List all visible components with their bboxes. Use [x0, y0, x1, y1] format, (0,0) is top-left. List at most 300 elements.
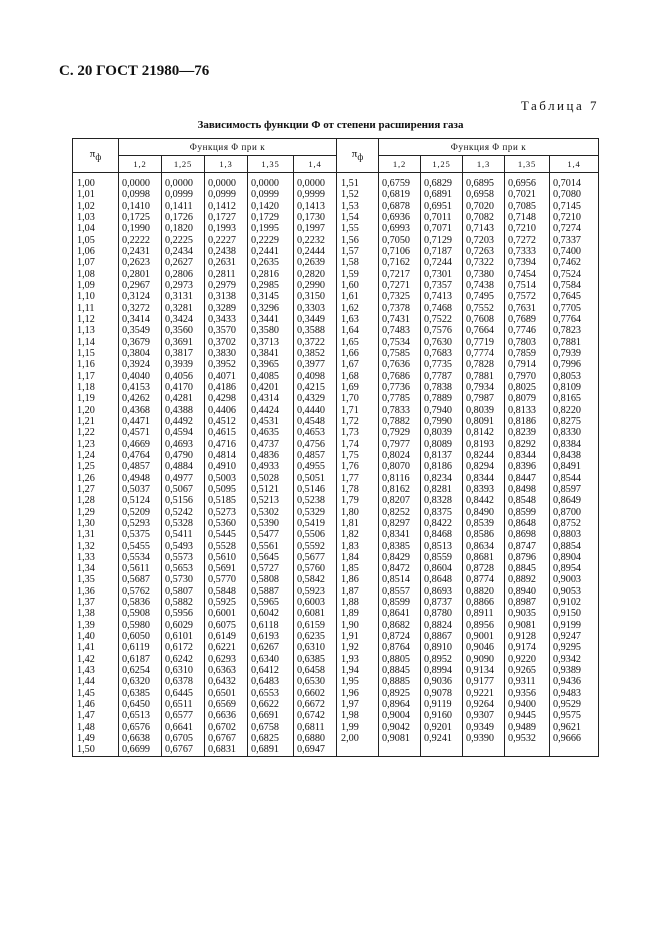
- phi-value-cell: 0,8910: [421, 642, 463, 653]
- phi-value-cell: 0,9265: [505, 665, 550, 676]
- page-header: С. 20 ГОСТ 21980—76: [59, 63, 210, 79]
- phi-value-cell: 0,9102: [550, 597, 599, 608]
- table-row: [73, 235, 599, 246]
- table-row: [73, 631, 599, 642]
- phi-value-cell: 0,6221: [205, 642, 248, 653]
- phi-value-cell: 0,8207: [379, 495, 421, 506]
- phi-value-cell: 0,6293: [205, 654, 248, 665]
- phi-value-cell: 0,6242: [162, 654, 205, 665]
- phi-value-cell: 0,6947: [294, 744, 337, 756]
- pi-value-cell: 1,77: [337, 473, 379, 484]
- phi-value-cell: 0,8854: [550, 541, 599, 552]
- pi-value-cell: 1,32: [73, 541, 119, 552]
- table-row: [73, 654, 599, 665]
- table-row: [73, 529, 599, 540]
- phi-value-cell: 0,5842: [294, 574, 337, 585]
- phi-value-cell: 0,8885: [379, 676, 421, 687]
- phi-value-cell: 0,5762: [119, 586, 162, 597]
- phi-value-cell: 0,5329: [294, 507, 337, 518]
- phi-value-cell: 0,4884: [162, 461, 205, 472]
- pi-value-cell: 1,73: [337, 427, 379, 438]
- pi-value-cell: 1,14: [73, 337, 119, 348]
- function-span-header-left: Функция Φ при к: [119, 139, 337, 156]
- phi-value-cell: 0,7719: [463, 337, 505, 348]
- phi-value-cell: 0,7085: [505, 201, 550, 212]
- phi-value-cell: 0,9174: [505, 642, 550, 653]
- phi-value-cell: 0,5375: [119, 529, 162, 540]
- phi-value-cell: 0,8752: [550, 518, 599, 529]
- phi-value-cell: 0,7838: [421, 382, 463, 393]
- phi-value-cell: 0,2806: [162, 269, 205, 280]
- phi-value-cell: 0,2222: [119, 235, 162, 246]
- phi-value-cell: 0,7987: [463, 393, 505, 404]
- phi-value-cell: 0,9389: [550, 665, 599, 676]
- table-row: [73, 280, 599, 291]
- k-header: 1,3: [205, 156, 248, 173]
- phi-value-cell: 0,3131: [162, 291, 205, 302]
- phi-value-cell: 0,4836: [248, 450, 294, 461]
- phi-value-cell: 0,3272: [119, 303, 162, 314]
- phi-value-cell: 0,5242: [162, 507, 205, 518]
- phi-value-cell: 0,5645: [248, 552, 294, 563]
- phi-value-cell: 0,2639: [294, 257, 337, 268]
- phi-value-cell: 0,9003: [550, 574, 599, 585]
- phi-value-cell: [379, 744, 421, 756]
- phi-value-cell: 0,7996: [550, 359, 599, 370]
- phi-value-cell: 0,3424: [162, 314, 205, 325]
- phi-value-cell: 0,8845: [379, 665, 421, 676]
- phi-value-cell: 0,8091: [463, 416, 505, 427]
- pi-value-cell: 1,87: [337, 586, 379, 597]
- pi-value-cell: 1,28: [73, 495, 119, 506]
- phi-value-cell: 0,9489: [505, 722, 550, 733]
- table-row: [73, 552, 599, 563]
- phi-value-cell: 0,5209: [119, 507, 162, 518]
- phi-value-cell: 0,8442: [463, 495, 505, 506]
- table-row: [73, 710, 599, 721]
- phi-value-cell: 0,7071: [421, 223, 463, 234]
- pi-subscript: ф: [95, 152, 102, 163]
- phi-value-cell: 0,0998: [119, 189, 162, 200]
- pi-value-cell: 1,10: [73, 291, 119, 302]
- phi-value-cell: 0,6958: [463, 189, 505, 200]
- phi-value-cell: 0,6622: [248, 699, 294, 710]
- phi-value-cell: 0,7272: [505, 235, 550, 246]
- phi-value-cell: 0,5411: [162, 529, 205, 540]
- phi-value-cell: 0,7325: [379, 291, 421, 302]
- phi-value-cell: 0,7143: [463, 223, 505, 234]
- phi-value-cell: 0,7524: [550, 269, 599, 280]
- k-header: 1,25: [162, 156, 205, 173]
- phi-value-cell: 0,8447: [505, 473, 550, 484]
- phi-value-cell: 0,2973: [162, 280, 205, 291]
- phi-value-cell: 0,3852: [294, 348, 337, 359]
- phi-value-cell: 0,4492: [162, 416, 205, 427]
- phi-value-cell: 0,6445: [162, 688, 205, 699]
- phi-value-cell: 0,6577: [162, 710, 205, 721]
- table-row: [73, 665, 599, 676]
- phi-value-cell: 0,3830: [205, 348, 248, 359]
- phi-value-cell: 0,4594: [162, 427, 205, 438]
- phi-value-cell: 0,7380: [463, 269, 505, 280]
- phi-value-cell: 0,7664: [463, 325, 505, 336]
- phi-value-cell: 0,6101: [162, 631, 205, 642]
- phi-value-cell: 0,5727: [248, 563, 294, 574]
- table-body: [73, 173, 599, 757]
- phi-value-cell: 0,7833: [379, 405, 421, 416]
- phi-value-cell: 0,8586: [463, 529, 505, 540]
- pi-value-cell: 1,61: [337, 291, 379, 302]
- pi-value-cell: 1,62: [337, 303, 379, 314]
- phi-value-cell: 0,6699: [119, 744, 162, 756]
- pi-value-cell: 1,18: [73, 382, 119, 393]
- phi-value-cell: 0,3549: [119, 325, 162, 336]
- phi-value-cell: 0,8904: [550, 552, 599, 563]
- phi-value-cell: 0,8162: [379, 484, 421, 495]
- pi-value-cell: 1,08: [73, 269, 119, 280]
- pi-value-cell: 1,09: [73, 280, 119, 291]
- phi-value-cell: 0,5770: [205, 574, 248, 585]
- phi-value-cell: 0,3303: [294, 303, 337, 314]
- phi-value-cell: 0,8472: [379, 563, 421, 574]
- phi-value-cell: 0,7803: [505, 337, 550, 348]
- phi-value-cell: 0,7263: [463, 246, 505, 257]
- phi-value-cell: 0,9128: [505, 631, 550, 642]
- pi-value-cell: 1,37: [73, 597, 119, 608]
- phi-value-cell: 0,6511: [162, 699, 205, 710]
- pi-value-cell: 1,56: [337, 235, 379, 246]
- pi-symbol: π: [351, 148, 358, 161]
- table-row: [73, 427, 599, 438]
- phi-value-cell: 0,5067: [162, 484, 205, 495]
- phi-value-cell: 0,7977: [379, 439, 421, 450]
- phi-value-cell: 0,8396: [505, 461, 550, 472]
- phi-value-cell: 0,5908: [119, 608, 162, 619]
- phi-value-cell: 0,1412: [205, 201, 248, 212]
- pi-value-cell: 1,36: [73, 586, 119, 597]
- phi-value-cell: 0,8341: [379, 529, 421, 540]
- phi-value-cell: 0,6310: [294, 642, 337, 653]
- k-header: 1,2: [119, 156, 162, 173]
- phi-value-cell: 0,4071: [205, 371, 248, 382]
- table-row: [73, 676, 599, 687]
- phi-value-cell: 0,5573: [162, 552, 205, 563]
- phi-value-cell: 0,8109: [550, 382, 599, 393]
- pi-value-cell: 1,12: [73, 314, 119, 325]
- phi-value-cell: 0,7514: [505, 280, 550, 291]
- phi-value-cell: 0,6819: [379, 189, 421, 200]
- phi-value-cell: 0,4764: [119, 450, 162, 461]
- phi-value-cell: 0,8803: [550, 529, 599, 540]
- table-row: [73, 586, 599, 597]
- pi-value-cell: 1,01: [73, 189, 119, 200]
- phi-value-cell: 0,5653: [162, 563, 205, 574]
- pi-value-cell: 1,51: [337, 173, 379, 190]
- pi-value-cell: 1,86: [337, 574, 379, 585]
- phi-value-cell: 0,3138: [205, 291, 248, 302]
- table-row: [73, 173, 599, 190]
- table-row: [73, 212, 599, 223]
- pi-value-cell: 1,81: [337, 518, 379, 529]
- phi-value-cell: 0,8987: [505, 597, 550, 608]
- phi-value-cell: 0,4756: [294, 439, 337, 450]
- pi-value-cell: 1,88: [337, 597, 379, 608]
- phi-value-cell: 0,6385: [294, 654, 337, 665]
- pi-value-cell: 1,00: [73, 173, 119, 190]
- phi-value-cell: 0,8053: [550, 371, 599, 382]
- phi-value-cell: 0,4186: [205, 382, 248, 393]
- phi-value-cell: 0,2232: [294, 235, 337, 246]
- phi-value-cell: 0,9621: [550, 722, 599, 733]
- phi-value-cell: 0,7683: [421, 348, 463, 359]
- pi-value-cell: 1,06: [73, 246, 119, 257]
- phi-value-cell: 0,8698: [505, 529, 550, 540]
- phi-value-cell: 0,5213: [248, 495, 294, 506]
- phi-value-cell: 0,4653: [294, 427, 337, 438]
- phi-value-cell: 0,9349: [463, 722, 505, 733]
- phi-value-cell: 0,9035: [505, 608, 550, 619]
- phi-value-cell: 0,3952: [205, 359, 248, 370]
- phi-value-cell: 0,1993: [205, 223, 248, 234]
- pi-value-cell: 1,60: [337, 280, 379, 291]
- phi-value-cell: 0,7764: [550, 314, 599, 325]
- phi-value-cell: 0,6878: [379, 201, 421, 212]
- phi-value-cell: 0,9160: [421, 710, 463, 721]
- phi-value-cell: 0,9307: [463, 710, 505, 721]
- phi-value-cell: [505, 744, 550, 756]
- pi-value-cell: 1,30: [73, 518, 119, 529]
- phi-value-cell: 0,7881: [550, 337, 599, 348]
- phi-value-cell: 0,6672: [294, 699, 337, 710]
- table-row: [73, 325, 599, 336]
- phi-value-cell: 0,5836: [119, 597, 162, 608]
- table-row: [73, 337, 599, 348]
- phi-value-cell: 0,6702: [205, 722, 248, 733]
- phi-value-cell: 0,5956: [162, 608, 205, 619]
- phi-value-cell: 0,8375: [421, 507, 463, 518]
- phi-value-cell: 0,5677: [294, 552, 337, 563]
- phi-value-cell: 0,6758: [248, 722, 294, 733]
- pi-value-cell: 1,76: [337, 461, 379, 472]
- phi-value-cell: 0,4693: [162, 439, 205, 450]
- phi-value-cell: 0,5360: [205, 518, 248, 529]
- phi-value-cell: 0,5390: [248, 518, 294, 529]
- phi-value-cell: 0,9090: [463, 654, 505, 665]
- pi-value-cell: 1,58: [337, 257, 379, 268]
- phi-value-cell: 0,7746: [505, 325, 550, 336]
- pi-value-cell: 1,82: [337, 529, 379, 540]
- phi-value-cell: 0,2444: [294, 246, 337, 257]
- phi-value-cell: 0,8422: [421, 518, 463, 529]
- phi-value-cell: 0,6638: [119, 733, 162, 744]
- phi-value-cell: 0,8438: [550, 450, 599, 461]
- pi-value-cell: 1,35: [73, 574, 119, 585]
- phi-value-cell: 0,6501: [205, 688, 248, 699]
- phi-value-cell: 0,7210: [550, 212, 599, 223]
- pi-value-cell: 1,38: [73, 608, 119, 619]
- phi-value-cell: 0,3281: [162, 303, 205, 314]
- phi-value-cell: 0,5760: [294, 563, 337, 574]
- k-header: 1,4: [550, 156, 599, 173]
- phi-value-cell: 0,3939: [162, 359, 205, 370]
- table-row: [73, 620, 599, 631]
- phi-value-cell: 0,7203: [463, 235, 505, 246]
- phi-value-cell: 0,7970: [505, 371, 550, 382]
- pi-value-cell: 1,70: [337, 393, 379, 404]
- table-row: [73, 223, 599, 234]
- phi-value-cell: 0,9445: [505, 710, 550, 721]
- table-row: [73, 541, 599, 552]
- pi-value-cell: 1,47: [73, 710, 119, 721]
- phi-value-cell: 0,7787: [421, 371, 463, 382]
- phi-value-cell: 0,8892: [505, 574, 550, 585]
- phi-value-cell: 0,8025: [505, 382, 550, 393]
- phi-value-cell: 0,7082: [463, 212, 505, 223]
- k-header: 1,35: [248, 156, 294, 173]
- table-row: [73, 393, 599, 404]
- pi-value-cell: 1,22: [73, 427, 119, 438]
- phi-value-cell: 0,7274: [550, 223, 599, 234]
- pi-value-cell: 1,40: [73, 631, 119, 642]
- phi-value-cell: 0,6691: [248, 710, 294, 721]
- pi-value-cell: 1,84: [337, 552, 379, 563]
- phi-value-cell: 0,4215: [294, 382, 337, 393]
- phi-value-cell: 0,4857: [294, 450, 337, 461]
- phi-value-cell: [550, 744, 599, 756]
- phi-value-cell: 0,5273: [205, 507, 248, 518]
- phi-value-cell: 0,2631: [205, 257, 248, 268]
- phi-value-cell: 0,9001: [463, 631, 505, 642]
- phi-value-cell: 0,5124: [119, 495, 162, 506]
- phi-value-cell: 0,6895: [463, 173, 505, 190]
- phi-value-cell: 0,4170: [162, 382, 205, 393]
- phi-value-cell: 0,5808: [248, 574, 294, 585]
- phi-value-cell: 0,8297: [379, 518, 421, 529]
- phi-value-cell: 0,5965: [248, 597, 294, 608]
- phi-value-cell: 0,8597: [550, 484, 599, 495]
- phi-value-cell: 0,8548: [505, 495, 550, 506]
- phi-value-cell: 0,8070: [379, 461, 421, 472]
- phi-value-cell: 0,1410: [119, 201, 162, 212]
- pi-value-cell: 1,54: [337, 212, 379, 223]
- phi-value-cell: 0,9134: [463, 665, 505, 676]
- pi-value-cell: 1,55: [337, 223, 379, 234]
- pi-subscript: ф: [357, 152, 364, 163]
- phi-value-cell: 0,4471: [119, 416, 162, 427]
- phi-value-cell: 0,5611: [119, 563, 162, 574]
- phi-value-cell: 0,4669: [119, 439, 162, 450]
- phi-value-cell: 0,2985: [248, 280, 294, 291]
- phi-value-cell: 0,6759: [379, 173, 421, 190]
- phi-value-cell: 0,5037: [119, 484, 162, 495]
- pi-value-cell: 1,93: [337, 654, 379, 665]
- phi-value-cell: 0,6450: [119, 699, 162, 710]
- phi-value-cell: 0,3433: [205, 314, 248, 325]
- phi-value-cell: 0,4262: [119, 393, 162, 404]
- phi-value-cell: 0,0999: [248, 189, 294, 200]
- phi-value-cell: 0,6050: [119, 631, 162, 642]
- phi-value-cell: 0,6602: [294, 688, 337, 699]
- pi-value-cell: 1,74: [337, 439, 379, 450]
- phi-value-cell: 0,1411: [162, 201, 205, 212]
- phi-value-cell: 0,9042: [379, 722, 421, 733]
- pi-value-cell: 1,43: [73, 665, 119, 676]
- phi-value-cell: 0,9342: [550, 654, 599, 665]
- phi-value-cell: 0,6235: [294, 631, 337, 642]
- pi-value-cell: 1,15: [73, 348, 119, 359]
- phi-value-cell: 0,3817: [162, 348, 205, 359]
- phi-value-cell: 0,6042: [248, 608, 294, 619]
- phi-value-cell: 0,7585: [379, 348, 421, 359]
- table-row: [73, 507, 599, 518]
- phi-value-cell: 0,6483: [248, 676, 294, 687]
- phi-value-cell: 0,8133: [505, 405, 550, 416]
- phi-value-cell: 0,3560: [162, 325, 205, 336]
- phi-value-cell: 0,8294: [463, 461, 505, 472]
- phi-value-cell: 0,8940: [505, 586, 550, 597]
- phi-value-cell: 0,2225: [162, 235, 205, 246]
- phi-value-cell: 0,3804: [119, 348, 162, 359]
- phi-value-cell: 0,8186: [421, 461, 463, 472]
- phi-value-cell: 0,6553: [248, 688, 294, 699]
- pi-value-cell: 1,83: [337, 541, 379, 552]
- phi-value-cell: 0,0000: [119, 173, 162, 190]
- phi-value-cell: 0,4056: [162, 371, 205, 382]
- phi-value-cell: 0,6075: [205, 620, 248, 631]
- phi-value-cell: 0,6254: [119, 665, 162, 676]
- phi-value-cell: 0,6936: [379, 212, 421, 223]
- table-row: [73, 382, 599, 393]
- phi-value-cell: 0,4857: [119, 461, 162, 472]
- phi-value-cell: 0,6993: [379, 223, 421, 234]
- phi-value-cell: 0,8234: [421, 473, 463, 484]
- phi-value-cell: 0,3924: [119, 359, 162, 370]
- phi-value-cell: 0,6378: [162, 676, 205, 687]
- phi-value-cell: 0,7736: [379, 382, 421, 393]
- phi-value-cell: 0,6385: [119, 688, 162, 699]
- pi-value-cell: 1,17: [73, 371, 119, 382]
- phi-value-cell: 0,6363: [205, 665, 248, 676]
- phi-value-cell: 0,7210: [505, 223, 550, 234]
- phi-value-cell: 0,8700: [550, 507, 599, 518]
- table-row: [73, 574, 599, 585]
- phi-value-cell: 0,7940: [421, 405, 463, 416]
- phi-value-cell: 0,4040: [119, 371, 162, 382]
- phi-value-cell: 0,2979: [205, 280, 248, 291]
- pi-value-cell: 1,80: [337, 507, 379, 518]
- phi-value-cell: 0,8344: [463, 473, 505, 484]
- pi-value-cell: 1,94: [337, 665, 379, 676]
- phi-value-cell: 0,9264: [463, 699, 505, 710]
- phi-value-cell: 0,7828: [463, 359, 505, 370]
- phi-value-cell: 0,8737: [421, 597, 463, 608]
- phi-value-cell: 0,4314: [248, 393, 294, 404]
- phi-value-cell: 0,7823: [550, 325, 599, 336]
- phi-value-cell: 0,6187: [119, 654, 162, 665]
- phi-value-cell: 0,8116: [379, 473, 421, 484]
- phi-value-cell: 0,6458: [294, 665, 337, 676]
- phi-value-cell: 0,2967: [119, 280, 162, 291]
- phi-value-cell: 0,7584: [550, 280, 599, 291]
- pi-value-cell: 1,41: [73, 642, 119, 653]
- phi-value-cell: 0,6576: [119, 722, 162, 733]
- phi-value-cell: 0,8429: [379, 552, 421, 563]
- phi-value-cell: 0,7881: [463, 371, 505, 382]
- phi-value-cell: 0,9436: [550, 676, 599, 687]
- phi-value-cell: 0,9532: [505, 733, 550, 744]
- phi-value-cell: 0,7187: [421, 246, 463, 257]
- phi-value-cell: 0,8634: [463, 541, 505, 552]
